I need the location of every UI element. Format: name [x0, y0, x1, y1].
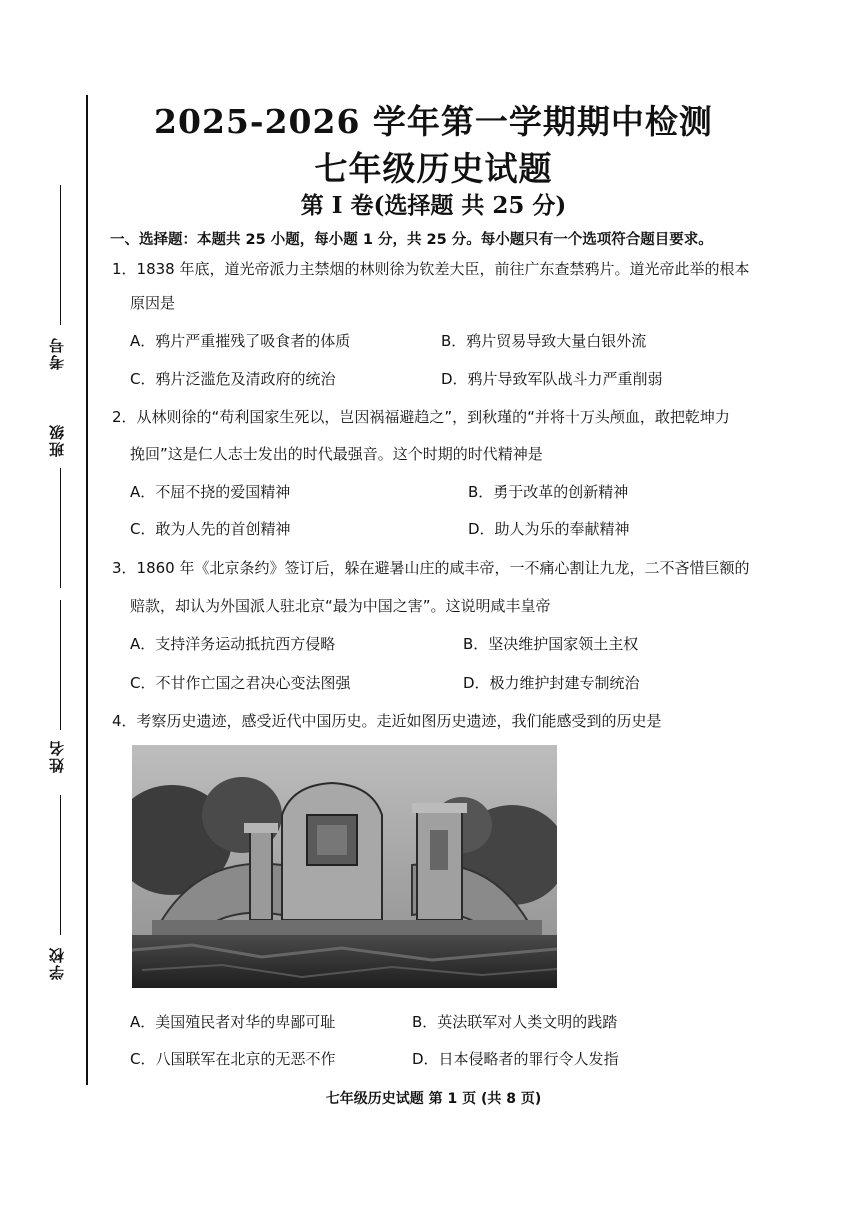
question-1-option-d[interactable]: D．鸦片导致军队战斗力严重削弱 [441, 370, 663, 388]
name-label: 姓名 [48, 739, 66, 773]
name-underline-top [60, 600, 61, 730]
question-3-stem-cont: 赔款，却认为外国派人驻北京“最为中国之害”。这说明咸丰皇帝 [130, 597, 551, 615]
question-3-stem: 3．1860 年《北京条约》签订后，躲在避暑山庄的咸丰帝，一不痛心割让九龙，二不吝惜巨额的 [112, 559, 750, 577]
question-2-option-c[interactable]: C．敢为人先的首创精神 [130, 520, 291, 538]
exam-title: 2025-2026 学年第一学期期中检测 [154, 102, 713, 141]
question-2-stem-cont: 挽回”这是仁人志士发出的时代最强音。这个时期的时代精神是 [130, 445, 543, 463]
question-3-option-a[interactable]: A．支持洋务运动抵抗西方侵略 [130, 635, 336, 653]
exam-subtitle: 七年级历史试题 [314, 149, 553, 188]
class-label: 班级 [48, 423, 66, 457]
question-4-option-d[interactable]: D．日本侵略者的罪行令人发指 [412, 1050, 619, 1068]
question-2-option-b[interactable]: B．勇于改革的创新精神 [468, 483, 629, 501]
part-heading: 第 I 卷(选择题 共 25 分) [300, 192, 567, 219]
school-field[interactable] [46, 795, 76, 990]
question-2-stem: 2．从林则徐的“苟利国家生死以，岂因祸福避趋之”，到秋瑾的“并将十万头颅血，敢把乾坤力 [112, 408, 730, 426]
class-field[interactable] [46, 420, 76, 595]
question-2-option-a[interactable]: A．不屈不挠的爱国精神 [130, 483, 291, 501]
question-4-option-b[interactable]: B．英法联军对人类文明的践踏 [412, 1013, 618, 1031]
page-footer: 七年级历史试题 第 1 页 (共 8 页) [325, 1091, 542, 1107]
question-4-stem: 4．考察历史遗迹，感受近代中国历史。走近如图历史遗迹，我们能感受到的历史是 [112, 712, 662, 730]
binding-line [86, 95, 88, 1085]
question-3-option-b[interactable]: B．坚决维护国家领土主权 [463, 635, 639, 653]
question-1-option-c[interactable]: C．鸦片泛滥危及清政府的统治 [130, 370, 336, 388]
ruins-photo-drawing [132, 745, 557, 988]
school-label: 学校 [48, 946, 66, 980]
question-3-option-d[interactable]: D．极力维护封建专制统治 [463, 674, 640, 692]
ruins-photo [132, 745, 557, 988]
question-4-option-c[interactable]: C．八国联军在北京的无恶不作 [130, 1050, 336, 1068]
section-instructions: 一、选择题：本题共 25 小题，每小题 1 分，共 25 分。每小题只有一个选项符合题目要求。 [110, 232, 713, 248]
question-1-option-b[interactable]: B．鸦片贸易导致大量白银外流 [441, 332, 647, 350]
question-1-option-a[interactable]: A．鸦片严重摧残了吸食者的体质 [130, 332, 351, 350]
class-underline [60, 468, 61, 588]
exam-number-label: 考号 [48, 336, 66, 370]
school-underline [60, 795, 61, 935]
question-4-option-a[interactable]: A．美国殖民者对华的卑鄙可耻 [130, 1013, 336, 1031]
question-3-option-c[interactable]: C．不甘作亡国之君决心变法图强 [130, 674, 351, 692]
name-field[interactable] [46, 600, 76, 790]
question-1-stem-cont: 原因是 [130, 294, 176, 312]
question-2-option-d[interactable]: D．助人为乐的奉献精神 [468, 520, 630, 538]
question-1-stem: 1．1838 年底，道光帝派力主禁烟的林则徐为钦差大臣，前往广东查禁鸦片。道光帝此举的根本 [112, 260, 750, 278]
